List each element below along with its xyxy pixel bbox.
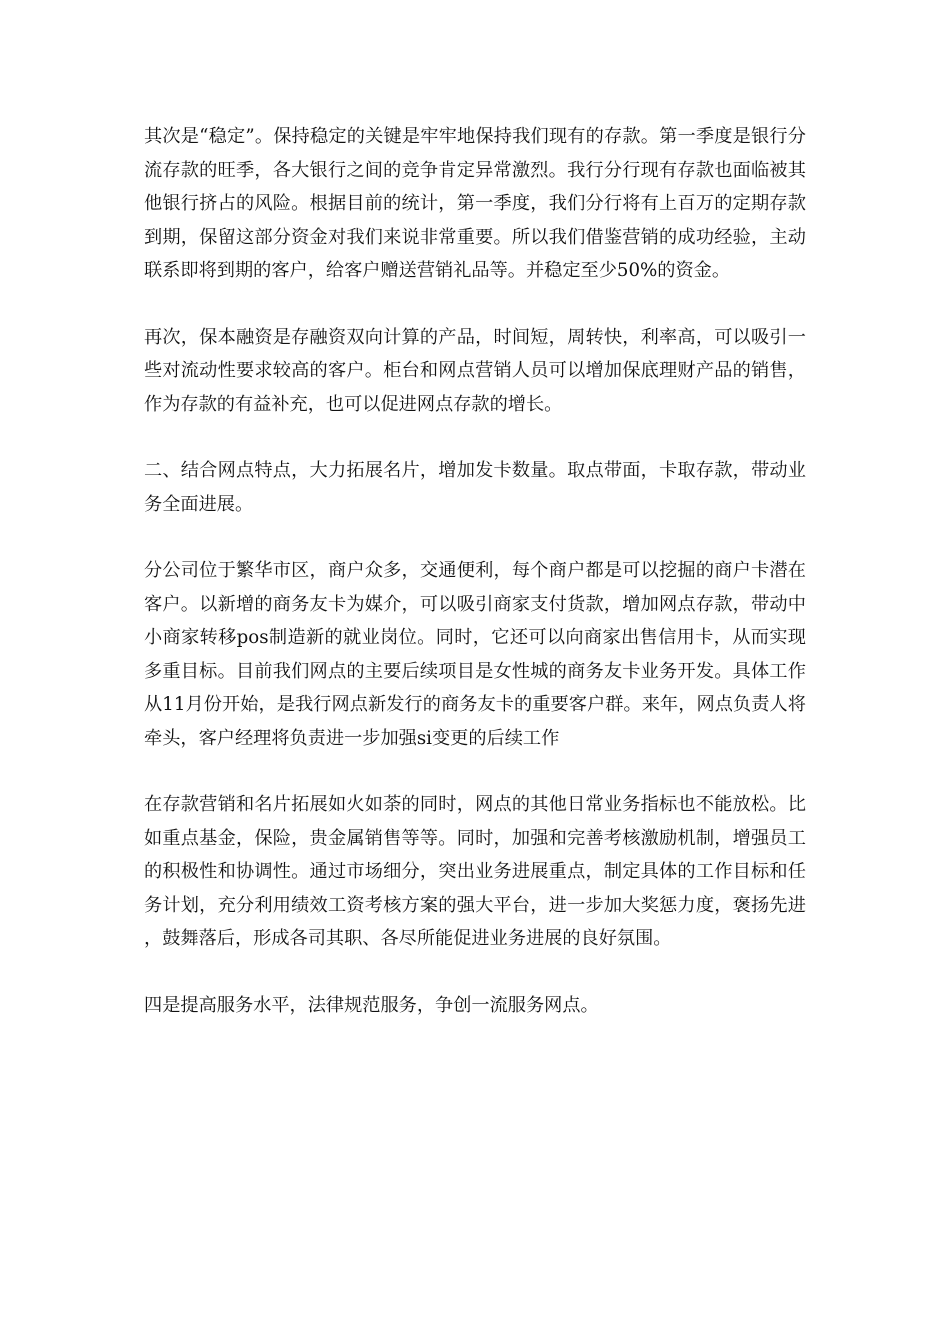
paragraph-section-four-service: 四是提高服务水平，法律规范服务，争创一流服务网点。 [144, 994, 599, 1016]
paragraph-principal-guaranteed-financing: 再次，保本融资是存融资双向计算的产品，时间短，周转快，利率高，可以吸引一些对流动性要求较高的客户。柜台和网点营销人员可以增加保底理财产品的销售，作为存款的有益补充，也可以促进网点存款的增长。 [144, 326, 806, 415]
paragraph-section-two-heading: 二、结合网点特点，大力拓展名片，增加发卡数量。取点带面，卡取存款，带动业务全面进展。 [144, 460, 806, 515]
paragraph-daily-business-indicators: 在存款营销和名片拓展如火如荼的同时，网点的其他日常业务指标也不能放松。比如重点基金，保险，贵金属销售等等。同时，加强和完善考核激励机制，增强员工的积极性和协调性。通过市场细分，突出业务进展重点，制定具体的工作目标和任务计划，充分利用绩效工资考核方案的强大平台，进一步加大奖惩力度，褒扬先进，鼓舞落后，形成各司其职、各尽所能促进业务进展的良好氛围。 [144, 794, 806, 949]
paragraph-branch-merchants: 分公司位于繁华市区，商户众多，交通便利，每个商户都是可以挖掘的商户卡潜在客户。以新增的商务友卡为媒介，可以吸引商家支付货款，增加网点存款，带动中小商家转移pos制造新的就业岗位。同时，它还可以向商家出售信用卡，从而实现多重目标。目前我们网点的主要后续项目是女性城的商务友卡业务开发。具体工作从11月份开始，是我行网点新发行的商务友卡的重要客户群。来年，网点负责人将牵头，客户经理将负责进一步加强si变更的后续工作 [144, 560, 806, 749]
document-body [144, 120, 806, 1022]
paragraph-stability: 其次是“稳定”。保持稳定的关键是牢牢地保持我们现有的存款。第一季度是银行分流存款的旺季，各大银行之间的竞争肯定异常激烈。我行分行现有存款也面临被其他银行挤占的风险。根据目前的统计，第一季度，我们分行将有上百万的定期存款到期，保留这部分资金对我们来说非常重要。所以我们借鉴营销的成功经验，主动联系即将到期的客户，给客户赠送营销礼品等。并稳定至少50%的资金。 [144, 126, 806, 281]
